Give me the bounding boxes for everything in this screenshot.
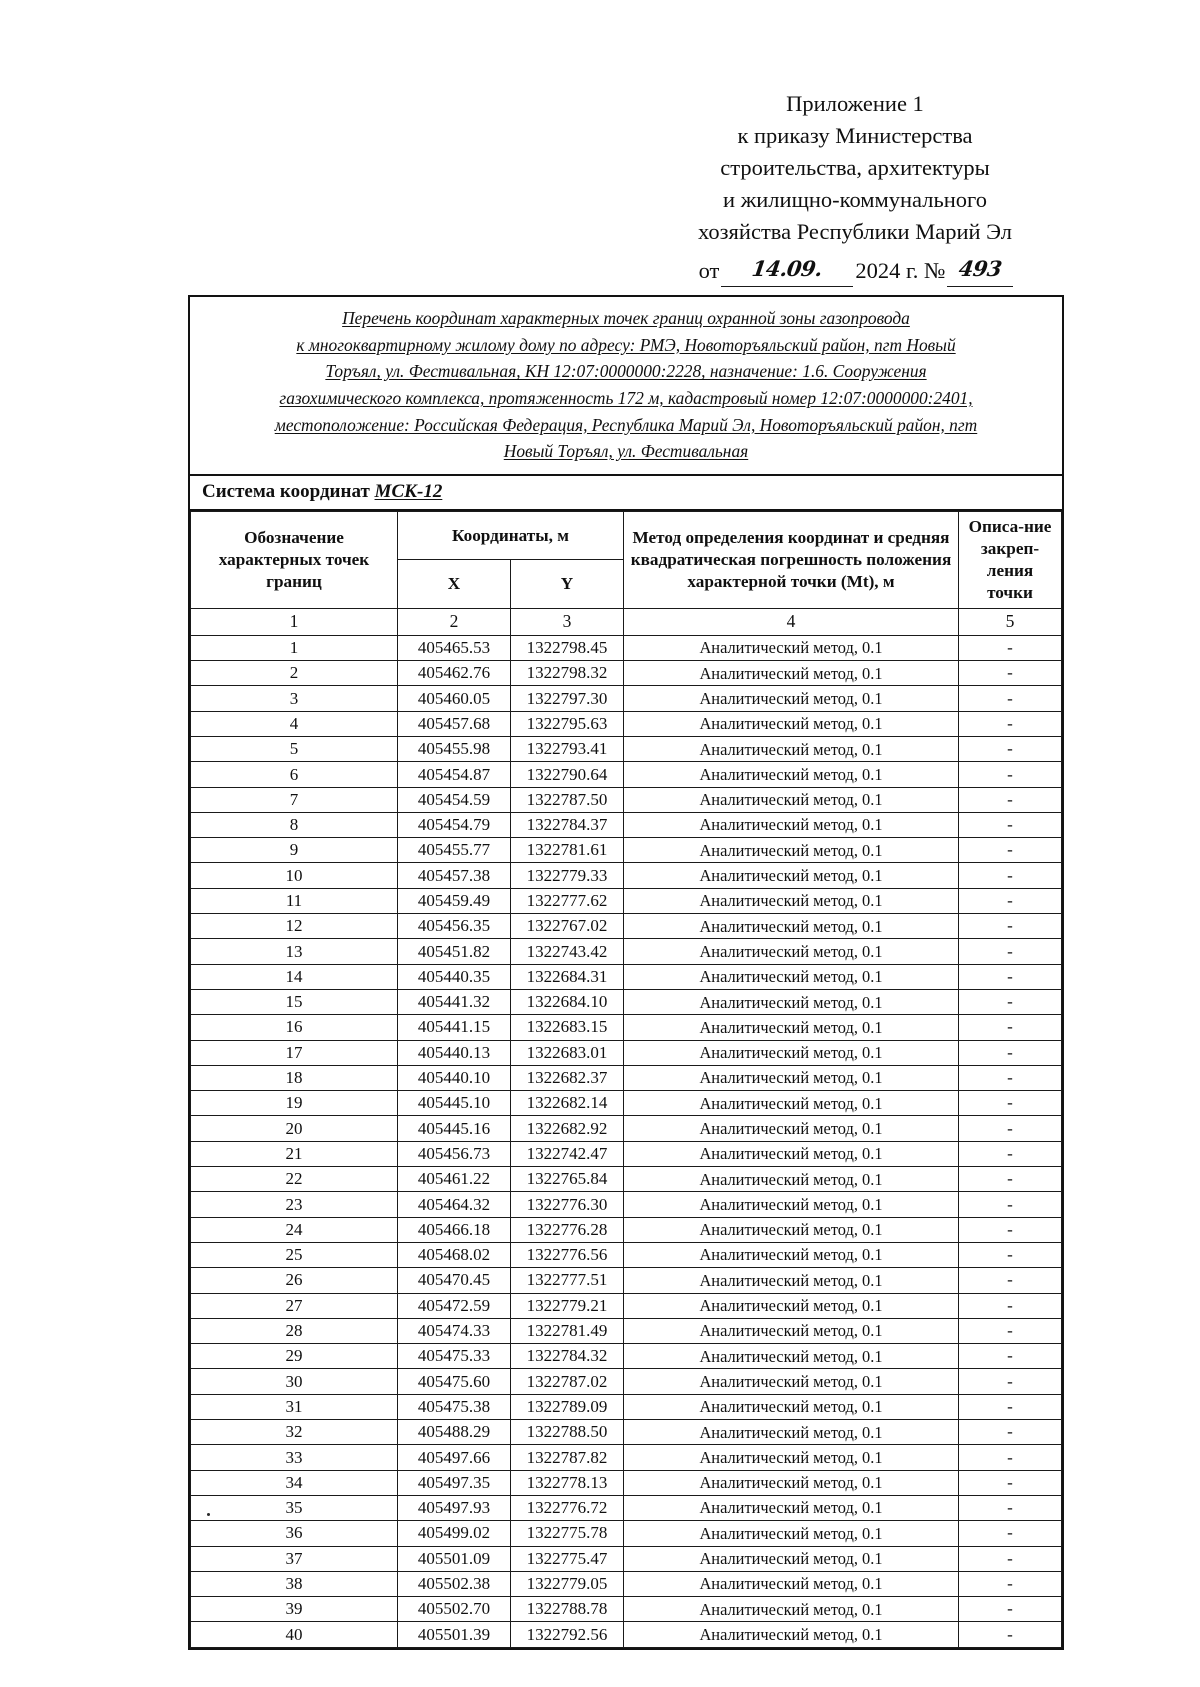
coordinate-x: 405472.59 bbox=[398, 1293, 511, 1318]
point-number: 29 bbox=[191, 1344, 398, 1369]
coordinate-y: 1322779.05 bbox=[511, 1571, 624, 1596]
determination-method: Аналитический метод, 0.1 bbox=[624, 1318, 959, 1343]
coordinate-x: 405455.98 bbox=[398, 737, 511, 762]
coordinate-x: 405497.35 bbox=[398, 1470, 511, 1495]
table-row bbox=[191, 1318, 1062, 1343]
coordinate-x: 405451.82 bbox=[398, 939, 511, 964]
title-line-6: Новый Торъял, ул. Фестивальная bbox=[503, 441, 749, 462]
fixation-description: - bbox=[959, 1065, 1062, 1090]
determination-method: Аналитический метод, 0.1 bbox=[624, 888, 959, 913]
determination-method: Аналитический метод, 0.1 bbox=[624, 1445, 959, 1470]
coordinate-y: 1322777.62 bbox=[511, 888, 624, 913]
determination-method: Аналитический метод, 0.1 bbox=[624, 1369, 959, 1394]
order-number-field bbox=[947, 253, 1013, 287]
point-number: 10 bbox=[191, 863, 398, 888]
point-number: 4 bbox=[191, 711, 398, 736]
coordinate-x: 405475.60 bbox=[398, 1369, 511, 1394]
coordinate-y: 1322775.78 bbox=[511, 1521, 624, 1546]
point-number: 12 bbox=[191, 914, 398, 939]
point-number: 30 bbox=[191, 1369, 398, 1394]
determination-method: Аналитический метод, 0.1 bbox=[624, 787, 959, 812]
determination-method: Аналитический метод, 0.1 bbox=[624, 737, 959, 762]
point-number: 8 bbox=[191, 812, 398, 837]
determination-method: Аналитический метод, 0.1 bbox=[624, 1571, 959, 1596]
coordinate-y: 1322682.37 bbox=[511, 1065, 624, 1090]
table-row bbox=[191, 1597, 1062, 1622]
coordinate-y: 1322775.47 bbox=[511, 1546, 624, 1571]
coordinate-y: 1322792.56 bbox=[511, 1622, 624, 1647]
coordinate-x: 405460.05 bbox=[398, 686, 511, 711]
column-header-y: Y bbox=[511, 560, 624, 609]
determination-method: Аналитический метод, 0.1 bbox=[624, 939, 959, 964]
determination-method: Аналитический метод, 0.1 bbox=[624, 686, 959, 711]
coordinate-y: 1322776.30 bbox=[511, 1192, 624, 1217]
point-number: 38 bbox=[191, 1571, 398, 1596]
determination-method: Аналитический метод, 0.1 bbox=[624, 1141, 959, 1166]
coordinate-y: 1322682.14 bbox=[511, 1091, 624, 1116]
column-header-x: X bbox=[398, 560, 511, 609]
determination-method: Аналитический метод, 0.1 bbox=[624, 1394, 959, 1419]
table-row bbox=[191, 1394, 1062, 1419]
fixation-description: - bbox=[959, 1318, 1062, 1343]
determination-method: Аналитический метод, 0.1 bbox=[624, 1242, 959, 1267]
point-number: 28 bbox=[191, 1318, 398, 1343]
table-row bbox=[191, 661, 1062, 686]
column-number-3: 3 bbox=[511, 608, 624, 635]
point-number: 39 bbox=[191, 1597, 398, 1622]
fixation-description: - bbox=[959, 1192, 1062, 1217]
point-number: 37 bbox=[191, 1546, 398, 1571]
fixation-description: - bbox=[959, 914, 1062, 939]
determination-method: Аналитический метод, 0.1 bbox=[624, 1065, 959, 1090]
title-line-4: газохимического комплекса, протяженность 172 м, кадастровый номер 12:07:0000000:2401, bbox=[279, 387, 973, 408]
coordinate-y: 1322684.31 bbox=[511, 964, 624, 989]
header-line-1: Приложение 1 bbox=[786, 91, 924, 116]
coordinate-x: 405501.09 bbox=[398, 1546, 511, 1571]
point-number: 3 bbox=[191, 686, 398, 711]
coordinate-x: 405441.32 bbox=[398, 989, 511, 1014]
fixation-description: - bbox=[959, 1394, 1062, 1419]
point-number: 2 bbox=[191, 661, 398, 686]
fixation-description: - bbox=[959, 762, 1062, 787]
table-row bbox=[191, 711, 1062, 736]
coordinate-x: 405457.68 bbox=[398, 711, 511, 736]
coordinate-x: 405462.76 bbox=[398, 661, 511, 686]
point-number: 20 bbox=[191, 1116, 398, 1141]
determination-method: Аналитический метод, 0.1 bbox=[624, 1597, 959, 1622]
determination-method: Аналитический метод, 0.1 bbox=[624, 1192, 959, 1217]
document-header bbox=[640, 88, 1070, 287]
fixation-description: - bbox=[959, 1268, 1062, 1293]
coordinate-x: 405502.70 bbox=[398, 1597, 511, 1622]
determination-method: Аналитический метод, 0.1 bbox=[624, 964, 959, 989]
table-row bbox=[191, 737, 1062, 762]
point-number: 21 bbox=[191, 1141, 398, 1166]
coordinate-x: 405475.38 bbox=[398, 1394, 511, 1419]
fixation-description: - bbox=[959, 1344, 1062, 1369]
fixation-description: - bbox=[959, 1091, 1062, 1116]
table-row bbox=[191, 1040, 1062, 1065]
coordinate-x: 405497.93 bbox=[398, 1495, 511, 1520]
title-line-1: Перечень координат характерных точек границ охранной зоны газопровода bbox=[342, 308, 910, 328]
order-number-handwritten: 493 bbox=[957, 255, 1004, 281]
table-row bbox=[191, 1546, 1062, 1571]
point-number: 24 bbox=[191, 1217, 398, 1242]
coordinate-y: 1322767.02 bbox=[511, 914, 624, 939]
coordinate-y: 1322781.61 bbox=[511, 838, 624, 863]
coordinate-x: 405440.35 bbox=[398, 964, 511, 989]
coordinate-x: 405459.49 bbox=[398, 888, 511, 913]
table-row bbox=[191, 1344, 1062, 1369]
point-number: 16 bbox=[191, 1015, 398, 1040]
point-number: 18 bbox=[191, 1065, 398, 1090]
coordinate-y: 1322788.50 bbox=[511, 1420, 624, 1445]
coordinate-x: 405475.33 bbox=[398, 1344, 511, 1369]
point-number: 1 bbox=[191, 635, 398, 660]
coordinate-x: 405499.02 bbox=[398, 1521, 511, 1546]
header-line-4: и жилищно-коммунального bbox=[723, 186, 987, 212]
coordinate-x: 405501.39 bbox=[398, 1622, 511, 1647]
table-row bbox=[191, 1091, 1062, 1116]
determination-method: Аналитический метод, 0.1 bbox=[624, 1293, 959, 1318]
fixation-description: - bbox=[959, 787, 1062, 812]
point-number: 13 bbox=[191, 939, 398, 964]
fixation-description: - bbox=[959, 1217, 1062, 1242]
determination-method: Аналитический метод, 0.1 bbox=[624, 914, 959, 939]
order-prefix-label: от bbox=[698, 257, 720, 283]
coordinate-y: 1322793.41 bbox=[511, 737, 624, 762]
determination-method: Аналитический метод, 0.1 bbox=[624, 1495, 959, 1520]
table-row bbox=[191, 812, 1062, 837]
column-number-5: 5 bbox=[959, 608, 1062, 635]
coordinate-x: 405488.29 bbox=[398, 1420, 511, 1445]
point-number: 5 bbox=[191, 737, 398, 762]
header-row-main bbox=[191, 511, 1062, 560]
point-number: 34 bbox=[191, 1470, 398, 1495]
determination-method: Аналитический метод, 0.1 bbox=[624, 1040, 959, 1065]
table-row bbox=[191, 762, 1062, 787]
coordinate-x: 405465.53 bbox=[398, 635, 511, 660]
determination-method: Аналитический метод, 0.1 bbox=[624, 812, 959, 837]
determination-method: Аналитический метод, 0.1 bbox=[624, 1546, 959, 1571]
table-row bbox=[191, 686, 1062, 711]
fixation-description: - bbox=[959, 1167, 1062, 1192]
fixation-description: - bbox=[959, 1622, 1062, 1647]
coordinate-x: 405445.16 bbox=[398, 1116, 511, 1141]
coordinate-y: 1322683.15 bbox=[511, 1015, 624, 1040]
table-row bbox=[191, 1293, 1062, 1318]
coordinate-x: 405497.66 bbox=[398, 1445, 511, 1470]
fixation-description: - bbox=[959, 661, 1062, 686]
fixation-description: - bbox=[959, 1015, 1062, 1040]
table-row bbox=[191, 838, 1062, 863]
table-row bbox=[191, 635, 1062, 660]
order-reference-line bbox=[640, 253, 1070, 287]
fixation-description: - bbox=[959, 686, 1062, 711]
point-number: 6 bbox=[191, 762, 398, 787]
table-row bbox=[191, 863, 1062, 888]
column-header-designation: Обозначение характерных точек границ bbox=[191, 511, 398, 608]
point-number: 14 bbox=[191, 964, 398, 989]
coordinate-x: 405468.02 bbox=[398, 1242, 511, 1267]
table-row bbox=[191, 989, 1062, 1014]
coordinate-y: 1322788.78 bbox=[511, 1597, 624, 1622]
table-row bbox=[191, 1167, 1062, 1192]
fixation-description: - bbox=[959, 1369, 1062, 1394]
coordinate-y: 1322684.10 bbox=[511, 989, 624, 1014]
table-row bbox=[191, 1369, 1062, 1394]
point-number: 32 bbox=[191, 1420, 398, 1445]
table-row bbox=[191, 914, 1062, 939]
column-number-1: 1 bbox=[191, 608, 398, 635]
point-number: 26 bbox=[191, 1268, 398, 1293]
coordinate-y: 1322682.92 bbox=[511, 1116, 624, 1141]
coordinates-sheet bbox=[188, 295, 1064, 1650]
coordinate-x: 405454.87 bbox=[398, 762, 511, 787]
coordinate-y: 1322778.13 bbox=[511, 1470, 624, 1495]
column-number-row bbox=[191, 608, 1062, 635]
table-row bbox=[191, 1445, 1062, 1470]
coordinate-y: 1322787.02 bbox=[511, 1369, 624, 1394]
determination-method: Аналитический метод, 0.1 bbox=[624, 1470, 959, 1495]
fixation-description: - bbox=[959, 1597, 1062, 1622]
order-date-field bbox=[721, 253, 853, 287]
order-date-handwritten: 14.09. bbox=[750, 255, 825, 281]
table-body bbox=[191, 608, 1062, 1647]
coordinate-y: 1322798.45 bbox=[511, 635, 624, 660]
determination-method: Аналитический метод, 0.1 bbox=[624, 1116, 959, 1141]
determination-method: Аналитический метод, 0.1 bbox=[624, 1091, 959, 1116]
order-year-label: 2024 г. № bbox=[855, 257, 946, 283]
column-number-2: 2 bbox=[398, 608, 511, 635]
fixation-description: - bbox=[959, 711, 1062, 736]
fixation-description: - bbox=[959, 838, 1062, 863]
table-row bbox=[191, 1015, 1062, 1040]
determination-method: Аналитический метод, 0.1 bbox=[624, 1217, 959, 1242]
header-line-3: строительства, архитектуры bbox=[720, 154, 990, 180]
determination-method: Аналитический метод, 0.1 bbox=[624, 863, 959, 888]
coordinate-y: 1322789.09 bbox=[511, 1394, 624, 1419]
table-row bbox=[191, 1495, 1062, 1520]
coordinate-x: 405454.79 bbox=[398, 812, 511, 837]
coordinate-x: 405474.33 bbox=[398, 1318, 511, 1343]
point-number: 23 bbox=[191, 1192, 398, 1217]
determination-method: Аналитический метод, 0.1 bbox=[624, 1521, 959, 1546]
coordinate-y: 1322779.33 bbox=[511, 863, 624, 888]
determination-method: Аналитический метод, 0.1 bbox=[624, 1167, 959, 1192]
point-number: 33 bbox=[191, 1445, 398, 1470]
determination-method: Аналитический метод, 0.1 bbox=[624, 1015, 959, 1040]
determination-method: Аналитический метод, 0.1 bbox=[624, 1344, 959, 1369]
determination-method: Аналитический метод, 0.1 bbox=[624, 838, 959, 863]
point-number: 35 bbox=[191, 1495, 398, 1520]
determination-method: Аналитический метод, 0.1 bbox=[624, 1268, 959, 1293]
point-number: 36 bbox=[191, 1521, 398, 1546]
coordinate-system-row bbox=[190, 476, 1062, 511]
title-line-3: Торъял, ул. Фестивальная, КН 12:07:0000000:2228, назначение: 1.6. Сооружения bbox=[325, 361, 927, 382]
coordinates-table bbox=[190, 511, 1062, 1648]
fixation-description: - bbox=[959, 1521, 1062, 1546]
header-line-2: к приказу Министерства bbox=[737, 122, 973, 148]
point-number: 11 bbox=[191, 888, 398, 913]
coordinate-x: 405456.73 bbox=[398, 1141, 511, 1166]
point-number: 7 bbox=[191, 787, 398, 812]
coordinate-y: 1322790.64 bbox=[511, 762, 624, 787]
coordinate-y: 1322787.50 bbox=[511, 787, 624, 812]
coordinate-y: 1322743.42 bbox=[511, 939, 624, 964]
table-row bbox=[191, 1141, 1062, 1166]
column-number-4: 4 bbox=[624, 608, 959, 635]
column-header-description: Описа-ние закреп-ления точки bbox=[959, 511, 1062, 608]
column-header-coordinates-group: Координаты, м bbox=[398, 511, 624, 560]
coordinate-x: 405445.10 bbox=[398, 1091, 511, 1116]
coordinate-x: 405502.38 bbox=[398, 1571, 511, 1596]
determination-method: Аналитический метод, 0.1 bbox=[624, 711, 959, 736]
point-number: 25 bbox=[191, 1242, 398, 1267]
coordinate-x: 405464.32 bbox=[398, 1192, 511, 1217]
coordinate-system-value: МСК-12 bbox=[374, 480, 443, 502]
fixation-description: - bbox=[959, 1040, 1062, 1065]
coordinate-y: 1322777.51 bbox=[511, 1268, 624, 1293]
column-header-method: Метод определения координат и средняя квадратическая погрешность положения характерной точки (Mt), м bbox=[624, 511, 959, 608]
coordinate-y: 1322776.72 bbox=[511, 1495, 624, 1520]
fixation-description: - bbox=[959, 964, 1062, 989]
coordinate-y: 1322742.47 bbox=[511, 1141, 624, 1166]
fixation-description: - bbox=[959, 1445, 1062, 1470]
determination-method: Аналитический метод, 0.1 bbox=[624, 661, 959, 686]
fixation-description: - bbox=[959, 939, 1062, 964]
coordinate-x: 405466.18 bbox=[398, 1217, 511, 1242]
coordinate-x: 405440.10 bbox=[398, 1065, 511, 1090]
point-number: 17 bbox=[191, 1040, 398, 1065]
coordinate-x: 405456.35 bbox=[398, 914, 511, 939]
fixation-description: - bbox=[959, 1141, 1062, 1166]
table-row bbox=[191, 1470, 1062, 1495]
fixation-description: - bbox=[959, 737, 1062, 762]
point-number: 15 bbox=[191, 989, 398, 1014]
fixation-description: - bbox=[959, 1420, 1062, 1445]
coordinate-y: 1322776.28 bbox=[511, 1217, 624, 1242]
determination-method: Аналитический метод, 0.1 bbox=[624, 1420, 959, 1445]
coordinate-y: 1322798.32 bbox=[511, 661, 624, 686]
fixation-description: - bbox=[959, 1116, 1062, 1141]
coordinate-y: 1322683.01 bbox=[511, 1040, 624, 1065]
coordinate-x: 405454.59 bbox=[398, 787, 511, 812]
point-number: 31 bbox=[191, 1394, 398, 1419]
coordinate-x: 405470.45 bbox=[398, 1268, 511, 1293]
coordinate-y: 1322795.63 bbox=[511, 711, 624, 736]
point-number: 9 bbox=[191, 838, 398, 863]
table-row bbox=[191, 1217, 1062, 1242]
coordinate-x: 405441.15 bbox=[398, 1015, 511, 1040]
table-row bbox=[191, 1571, 1062, 1596]
coordinate-y: 1322797.30 bbox=[511, 686, 624, 711]
table-row bbox=[191, 1622, 1062, 1647]
table-row bbox=[191, 1268, 1062, 1293]
fixation-description: - bbox=[959, 812, 1062, 837]
coordinate-x: 405461.22 bbox=[398, 1167, 511, 1192]
point-number: 40 bbox=[191, 1622, 398, 1647]
determination-method: Аналитический метод, 0.1 bbox=[624, 762, 959, 787]
fixation-description: - bbox=[959, 1470, 1062, 1495]
coordinate-x: 405440.13 bbox=[398, 1040, 511, 1065]
table-row bbox=[191, 1065, 1062, 1090]
table-row bbox=[191, 1116, 1062, 1141]
fixation-description: - bbox=[959, 1495, 1062, 1520]
fixation-description: - bbox=[959, 1242, 1062, 1267]
fixation-description: - bbox=[959, 888, 1062, 913]
table-head bbox=[191, 511, 1062, 608]
fixation-description: - bbox=[959, 1293, 1062, 1318]
fixation-description: - bbox=[959, 1571, 1062, 1596]
coordinate-y: 1322776.56 bbox=[511, 1242, 624, 1267]
title-line-2: к многоквартирному жилому дому по адресу: РМЭ, Новоторъяльский район, пгт Новый bbox=[296, 334, 956, 355]
coordinate-x: 405455.77 bbox=[398, 838, 511, 863]
point-number: 19 bbox=[191, 1091, 398, 1116]
scan-artifact-dot bbox=[207, 1513, 210, 1516]
table-row bbox=[191, 939, 1062, 964]
sheet-title bbox=[190, 297, 1062, 476]
coordinate-y: 1322779.21 bbox=[511, 1293, 624, 1318]
title-line-5: местоположение: Российская Федерация, Республика Марий Эл, Новоторъяльский район, пгт bbox=[274, 414, 978, 435]
table-row bbox=[191, 1242, 1062, 1267]
point-number: 27 bbox=[191, 1293, 398, 1318]
determination-method: Аналитический метод, 0.1 bbox=[624, 635, 959, 660]
table-row bbox=[191, 964, 1062, 989]
point-number: 22 bbox=[191, 1167, 398, 1192]
fixation-description: - bbox=[959, 635, 1062, 660]
table-row bbox=[191, 888, 1062, 913]
coordinate-y: 1322765.84 bbox=[511, 1167, 624, 1192]
coordinate-x: 405457.38 bbox=[398, 863, 511, 888]
fixation-description: - bbox=[959, 863, 1062, 888]
table-row bbox=[191, 787, 1062, 812]
fixation-description: - bbox=[959, 989, 1062, 1014]
coordinate-system-label: Система координат bbox=[202, 480, 370, 502]
coordinate-y: 1322784.32 bbox=[511, 1344, 624, 1369]
table-row bbox=[191, 1192, 1062, 1217]
table-row bbox=[191, 1521, 1062, 1546]
determination-method: Аналитический метод, 0.1 bbox=[624, 1622, 959, 1647]
determination-method: Аналитический метод, 0.1 bbox=[624, 989, 959, 1014]
coordinate-y: 1322781.49 bbox=[511, 1318, 624, 1343]
coordinate-y: 1322784.37 bbox=[511, 812, 624, 837]
table-row bbox=[191, 1420, 1062, 1445]
coordinate-y: 1322787.82 bbox=[511, 1445, 624, 1470]
header-line-5: хозяйства Республики Марий Эл bbox=[698, 218, 1012, 244]
fixation-description: - bbox=[959, 1546, 1062, 1571]
